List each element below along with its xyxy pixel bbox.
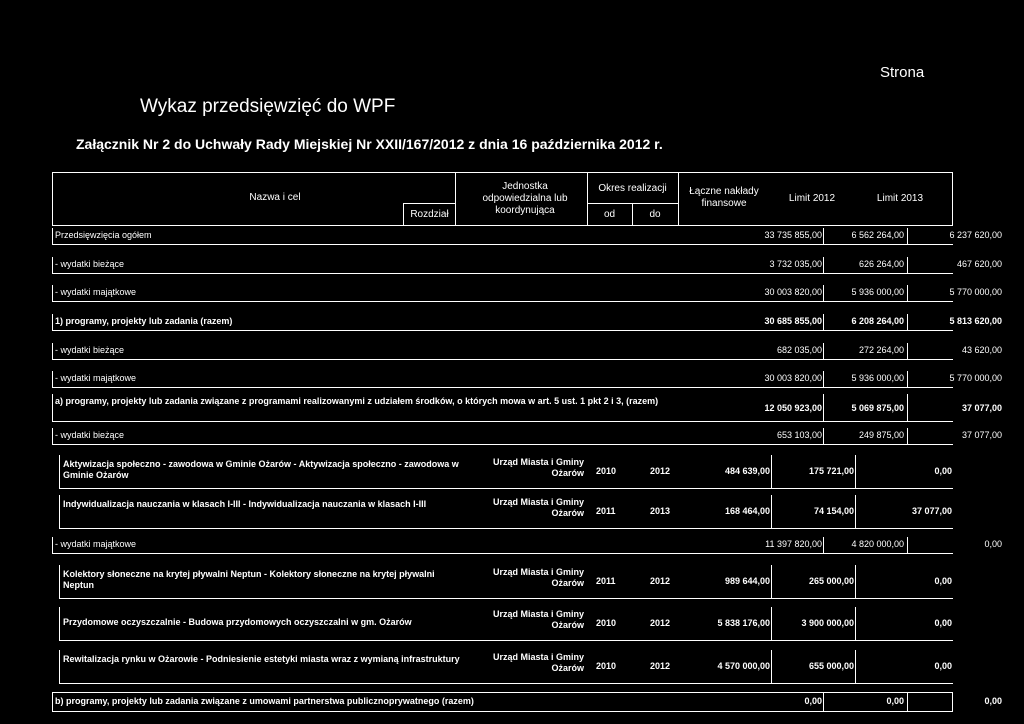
row-limit-2013: 5 770 000,00 (949, 287, 1002, 297)
item-limit-2013: 0,00 (934, 618, 952, 628)
item-limit-2012: 3 900 000,00 (801, 618, 854, 628)
item-od: 2011 (596, 576, 616, 586)
item-desc: Kolektory słoneczne na krytej pływalni Neptun - Kolektory słoneczne na krytej pływalni Neptun (63, 569, 435, 590)
item-desc: Indywidualizacja nauczania w klasach I-III - Indywidualizacja nauczania w klasach I-III (63, 499, 427, 509)
row-limit-2012: 626 264,00 (858, 259, 904, 269)
item-limit-2012: 175 721,00 (808, 466, 854, 476)
section-a-label: a) programy, projekty lub zadania związane z programami realizowanymi z udziałem środków, o których mowa w art. 5 ust. 1 pkt 2 i 3, (razem) (55, 396, 659, 406)
item-unit: Urząd Miasta i Gminy Ożarów (492, 567, 584, 588)
row-limit-2012: 5 936 000,00 (851, 373, 904, 383)
list-item (59, 495, 953, 529)
item-do: 2012 (650, 661, 671, 671)
row-total: 30 003 820,00 (764, 373, 822, 383)
row-limit-2013: 0,00 (984, 539, 1002, 549)
table-row (52, 371, 1002, 388)
table-row (52, 428, 1002, 445)
item-unit: Urząd Miasta i Gminy Ożarów (492, 652, 584, 673)
table-row (52, 343, 1002, 360)
table-row (52, 257, 1002, 274)
table-row (52, 314, 1002, 331)
item-limit-2012: 655 000,00 (808, 661, 854, 671)
row-limit-2013: 5 770 000,00 (949, 373, 1002, 383)
row-limit-2012: 4 820 000,00 (851, 539, 904, 549)
item-do: 2013 (650, 506, 671, 516)
table-row (52, 228, 1002, 245)
item-limit-2012: 74 154,00 (813, 506, 854, 516)
list-item (59, 455, 953, 489)
row-limit-2013: 6 237 620,00 (949, 230, 1002, 240)
row-total: 3 732 035,00 (769, 259, 822, 269)
item-desc: Rewitalizacja rynku w Ożarowie - Podniesienie estetyki miasta wraz z wymianą infrastruktury (63, 654, 460, 664)
item-od: 2010 (596, 618, 617, 628)
row-limit-2012: 0,00 (886, 696, 904, 706)
row-total: 653 103,00 (776, 430, 822, 440)
item-od: 2010 (596, 466, 617, 476)
row-label: - wydatki majątkowe (55, 539, 137, 549)
item-od: 2010 (596, 661, 617, 671)
header-okres: Okres realizacji (598, 183, 667, 194)
row-label: - wydatki bieżące (55, 259, 125, 269)
header-do: do (649, 209, 661, 220)
item-limit-2013: 37 077,00 (911, 506, 952, 516)
list-item (59, 607, 953, 641)
row-limit-2012: 249 875,00 (858, 430, 904, 440)
list-item (59, 650, 953, 684)
row-total: 12 050 923,00 (764, 403, 822, 413)
item-do: 2012 (650, 618, 671, 628)
row-limit-2012: 272 264,00 (858, 345, 904, 355)
item-do: 2012 (650, 576, 671, 586)
section-a-row (52, 394, 1002, 422)
page-label: Strona (880, 64, 925, 81)
row-limit-2013: 43 620,00 (961, 345, 1002, 355)
row-total: 682 035,00 (776, 345, 822, 355)
header-rozdzial: Rozdział (410, 209, 449, 220)
row-label: - wydatki majątkowe (55, 287, 137, 297)
row-label: - wydatki bieżące (55, 345, 125, 355)
header-od: od (603, 209, 616, 220)
item-do: 2012 (650, 466, 671, 476)
row-limit-2012: 6 208 264,00 (851, 316, 904, 326)
item-desc: Przydomowe oczyszczalnie - Budowa przydomowych oczyszczalni w gm. Ożarów (63, 617, 412, 627)
row-limit-2012: 6 562 264,00 (851, 230, 904, 240)
row-limit-2013: 37 077,00 (961, 403, 1002, 413)
item-desc: Aktywizacja społeczno - zawodowa w Gminie Ożarów - Aktywizacja społeczno - zawodowa w Gminie Ożarów (63, 459, 459, 480)
item-limit-2013: 0,00 (934, 661, 952, 671)
item-limit-2012: 265 000,00 (808, 576, 854, 586)
row-label: - wydatki bieżące (55, 430, 125, 440)
row-label: - wydatki majątkowe (55, 373, 137, 383)
item-unit: Urząd Miasta i Gminy Ożarów (492, 609, 584, 630)
header-limit-2012: Limit 2012 (788, 193, 836, 204)
page-title: Wykaz przedsięwzięć do WPF (140, 96, 396, 117)
section-b-label: b) programy, projekty lub zadania związane z umowami partnerstwa publicznoprywatnego (razem) (55, 696, 474, 706)
row-total: 33 735 855,00 (764, 230, 822, 240)
item-limit-2013: 0,00 (934, 576, 952, 586)
item-total: 4 570 000,00 (717, 661, 770, 671)
row-limit-2013: 5 813 620,00 (949, 316, 1002, 326)
row-limit-2012: 5 936 000,00 (851, 287, 904, 297)
item-total: 989 644,00 (724, 576, 770, 586)
row-limit-2013: 37 077,00 (961, 430, 1002, 440)
header-naklady: Łączne nakłady finansowe (689, 186, 759, 209)
item-limit-2013: 0,00 (934, 466, 952, 476)
row-limit-2013: 0,00 (984, 696, 1002, 706)
row-total: 0,00 (804, 696, 822, 706)
row-total: 30 003 820,00 (764, 287, 822, 297)
row-limit-2013: 467 620,00 (956, 259, 1002, 269)
page-subtitle: Załącznik Nr 2 do Uchwały Rady Miejskiej Nr XXII/167/2012 z dnia 16 października 2012 r. (76, 136, 663, 152)
table-row (52, 537, 1002, 554)
row-label: Przedsięwzięcia ogółem (55, 230, 152, 240)
item-total: 5 838 176,00 (717, 618, 770, 628)
header-name: Nazwa i cel (249, 192, 301, 203)
item-total: 484 639,00 (724, 466, 770, 476)
row-limit-2012: 5 069 875,00 (851, 403, 904, 413)
header-unit: Jednostka odpowiedzialna lub koordynująca (482, 181, 568, 216)
row-label: 1) programy, projekty lub zadania (razem) (55, 316, 233, 326)
item-total: 168 464,00 (724, 506, 770, 516)
item-od: 2011 (596, 506, 616, 516)
row-total: 30 685 855,00 (764, 316, 822, 326)
list-item (59, 565, 953, 599)
row-total: 11 397 820,00 (765, 539, 822, 549)
table-row (52, 285, 1002, 302)
item-unit: Urząd Miasta i Gminy Ożarów (492, 497, 584, 518)
section-b-row (52, 692, 1002, 712)
item-unit: Urząd Miasta i Gminy Ożarów (492, 457, 584, 478)
header-limit-2013: Limit 2013 (876, 193, 924, 204)
